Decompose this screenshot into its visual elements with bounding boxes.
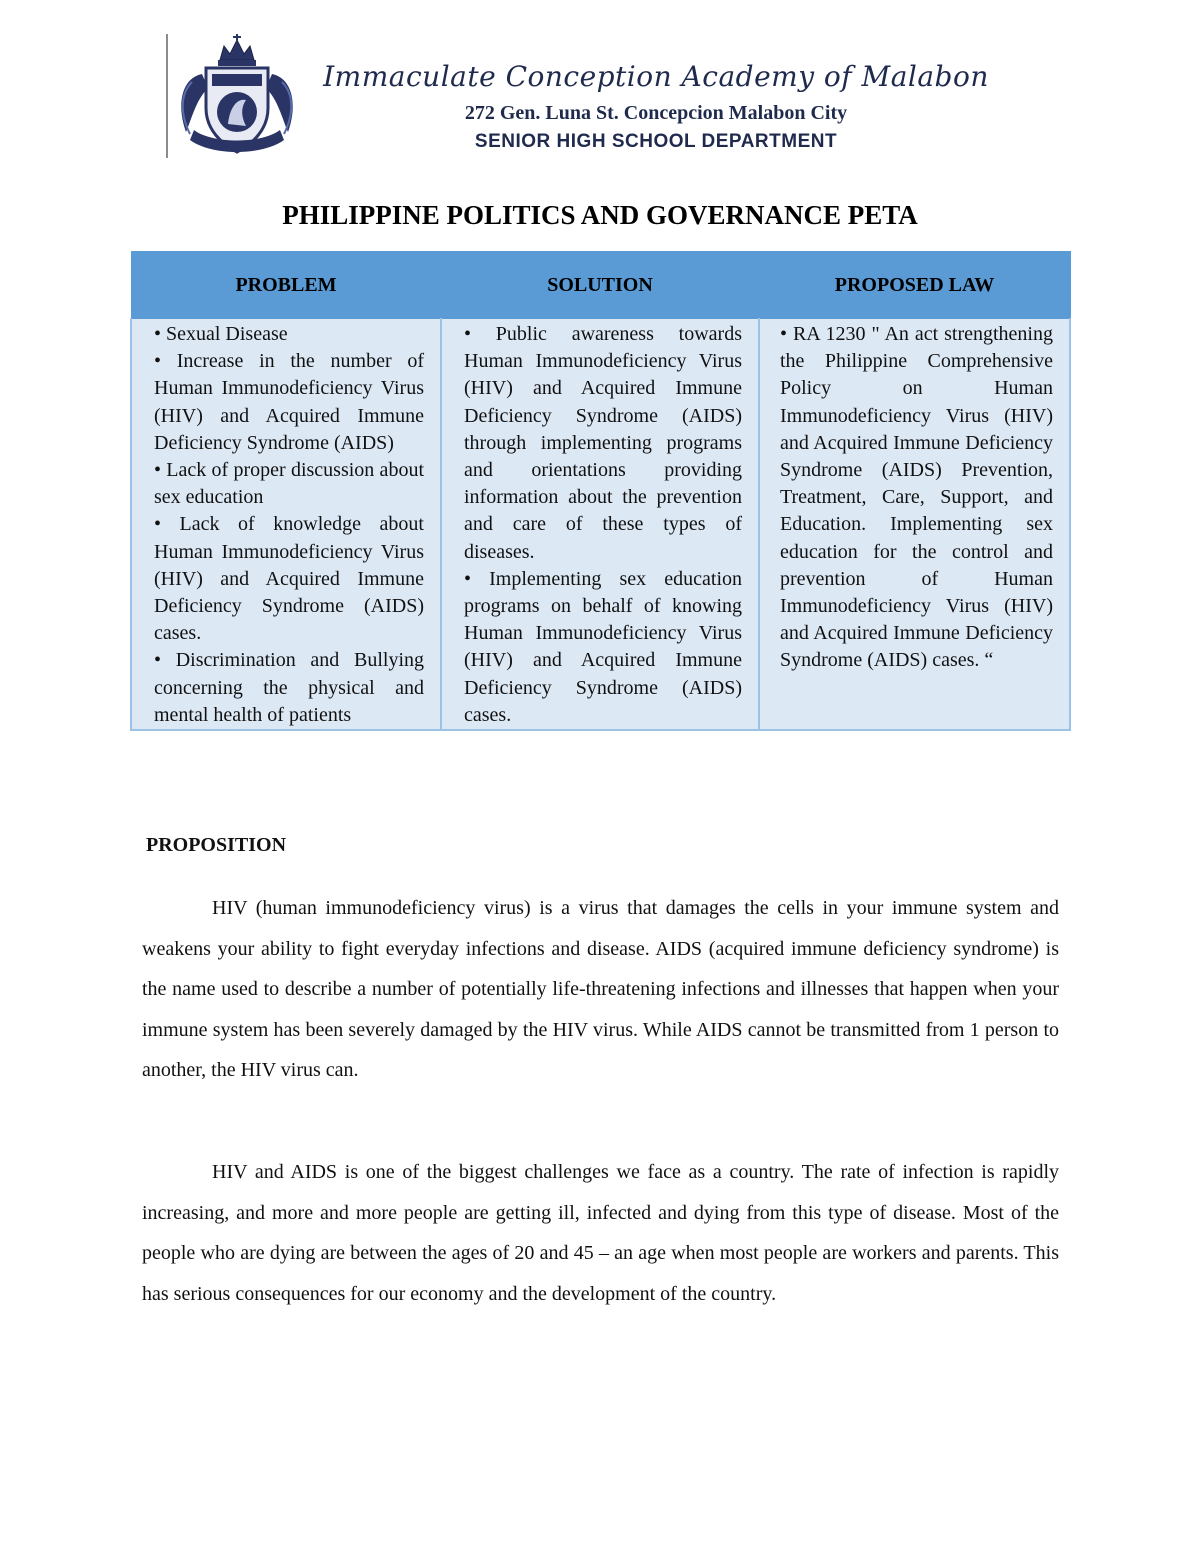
solution-cell: [441, 319, 759, 731]
column-header-problem: PROBLEM: [131, 252, 441, 319]
school-department: SENIOR HIGH SCHOOL DEPARTMENT: [474, 131, 838, 152]
table-row: [131, 319, 1070, 731]
problem-item: • Lack of proper discussion about sex education: [154, 459, 424, 509]
school-address: 272 Gen. Luna St. Concepcion Malabon City: [464, 102, 848, 124]
problem-item: • Lack of knowledge about Human Immunodeficiency Virus (HIV) and Acquired Immune Deficiency Syndrome (AIDS) cases.: [154, 513, 424, 645]
proposed-law-item: • RA 1230 " An act strengthening the Philippine Comprehensive Policy on Human Immunodeficiency Virus (HIV) and Acquired Immune Deficiency Syndrome (AIDS) Prevention, Treatment, Care, Support, and Education. Implementing sex education for the control and prevention of Human Immunodeficiency Virus (HIV) and Acquired Immune Deficiency Syndrome (AIDS) cases. “: [780, 323, 1053, 672]
letterhead: [166, 34, 1066, 160]
table-header-row: [131, 252, 1070, 319]
proposed-law-cell: [759, 319, 1070, 731]
letterhead-divider: [166, 34, 168, 158]
problem-solution-table: [130, 251, 1071, 731]
problem-item: • Sexual Disease: [154, 323, 288, 345]
problem-item: • Increase in the number of Human Immunodeficiency Virus (HIV) and Acquired Immune Deficiency Syndrome (AIDS): [154, 350, 424, 454]
column-header-solution: SOLUTION: [441, 252, 759, 319]
school-logo: [172, 34, 302, 158]
problem-item: • Discrimination and Bullying concerning the physical and mental health of patients: [154, 649, 424, 726]
proposition-heading: PROPOSITION: [146, 834, 287, 856]
column-header-proposed-law: PROPOSED LAW: [759, 252, 1070, 319]
proposition-paragraph: HIV (human immunodeficiency virus) is a virus that damages the cells in your immune system and weakens your ability to fight everyday infections and disease. AIDS (acquired immune deficiency syndrome) is the name used to describe a number of potentially life-threatening infections and illnesses that happen when your immune system has been severely damaged by the HIV virus. While AIDS cannot be transmitted from 1 person to another, the HIV virus can.: [142, 897, 1059, 1082]
solution-item: • Implementing sex education programs on behalf of knowing Human Immunodeficiency Virus (HIV) and Acquired Immune Deficiency Syndrome (AIDS) cases.: [464, 567, 742, 726]
solution-item: • Public awareness towards Human Immunodeficiency Virus (HIV) and Acquired Immune Deficiency Syndrome (AIDS) through implementing programs and orientations providing information about the prevention and care of these types of diseases.: [464, 323, 742, 563]
school-name: Immaculate Conception Academy of Malabon: [323, 60, 989, 93]
document-title: PHILIPPINE POLITICS AND GOVERNANCE PETA: [282, 200, 918, 230]
problem-cell: [131, 319, 441, 731]
proposition-paragraph: HIV and AIDS is one of the biggest challenges we face as a country. The rate of infection is rapidly increasing, and more and more people are getting ill, infected and dying from this type of disease. Most of the people who are dying are between the ages of 20 and 45 – an age when most people are workers and parents. This has serious consequences for our economy and the development of the country.: [142, 1161, 1059, 1305]
